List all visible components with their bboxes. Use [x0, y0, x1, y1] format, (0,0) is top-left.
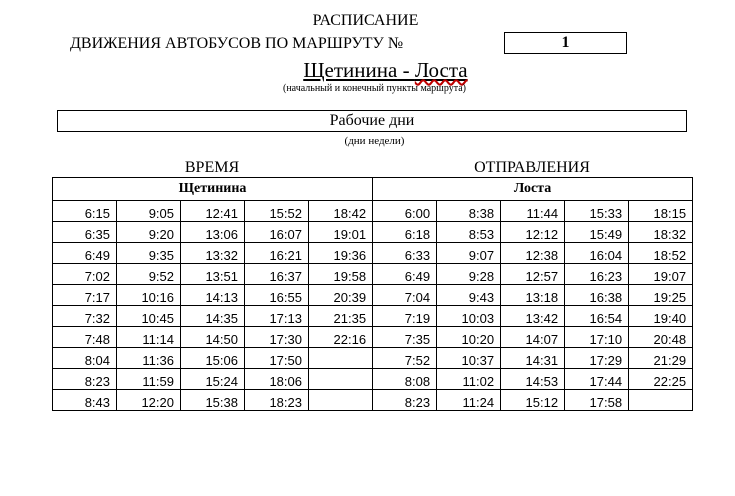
- departure-time-left: 8:43: [53, 390, 117, 411]
- departure-time-left: 19:36: [309, 243, 373, 264]
- departure-time-left: 18:23: [245, 390, 309, 411]
- departure-time-right: 7:52: [373, 348, 437, 369]
- table-row: [53, 243, 693, 264]
- departure-time-right: 11:44: [501, 201, 565, 222]
- days-box: Рабочие дни: [57, 110, 687, 132]
- departure-time-right: 6:49: [373, 264, 437, 285]
- departure-time-left: 20:39: [309, 285, 373, 306]
- title-line-2: ДВИЖЕНИЯ АВТОБУСОВ ПО МАРШРУТУ №: [70, 35, 404, 52]
- departure-time-left: 7:17: [53, 285, 117, 306]
- departure-time-right: 6:33: [373, 243, 437, 264]
- departure-time-right: 13:42: [501, 306, 565, 327]
- departure-time-right: 9:28: [437, 264, 501, 285]
- departure-time-left: 18:06: [245, 369, 309, 390]
- table-row: [53, 264, 693, 285]
- departure-time-right: 6:00: [373, 201, 437, 222]
- departure-time-right: 7:04: [373, 285, 437, 306]
- departure-time-right: 21:29: [629, 348, 693, 369]
- departure-time-left: 8:23: [53, 369, 117, 390]
- departure-time-left: 16:55: [245, 285, 309, 306]
- days-subtitle: (дни недели): [344, 135, 405, 147]
- departure-time-right: 12:38: [501, 243, 565, 264]
- departure-time-right: 16:54: [565, 306, 629, 327]
- departure-time-left: 7:32: [53, 306, 117, 327]
- departure-time-right: 15:49: [565, 222, 629, 243]
- departure-time-right: 14:07: [501, 327, 565, 348]
- departure-time-right: 13:18: [501, 285, 565, 306]
- departure-time-left: 18:42: [309, 201, 373, 222]
- table-row: [53, 285, 693, 306]
- departure-time-right: 22:25: [629, 369, 693, 390]
- route-start: Щетинина: [303, 58, 398, 82]
- departure-time-left: 12:41: [181, 201, 245, 222]
- route-end: Лоста: [414, 58, 468, 82]
- departure-time-right: 17:58: [565, 390, 629, 411]
- schedule-table: [52, 177, 693, 411]
- departure-time-right: 16:23: [565, 264, 629, 285]
- table-row: [53, 348, 693, 369]
- departure-time-left: 11:14: [117, 327, 181, 348]
- departure-time-right: 12:12: [501, 222, 565, 243]
- departure-time-right: 17:10: [565, 327, 629, 348]
- departure-time-right: 10:03: [437, 306, 501, 327]
- departure-time-left: 10:16: [117, 285, 181, 306]
- departure-time-right: 9:07: [437, 243, 501, 264]
- departure-time-left: 6:35: [53, 222, 117, 243]
- departure-time-left: 13:06: [181, 222, 245, 243]
- departure-time-left: 9:05: [117, 201, 181, 222]
- table-row: [53, 369, 693, 390]
- departure-time-right: 8:38: [437, 201, 501, 222]
- departure-time-right: 18:32: [629, 222, 693, 243]
- table-row: [53, 201, 693, 222]
- stop-right-header: Лоста: [373, 178, 693, 201]
- departure-time-left: 15:38: [181, 390, 245, 411]
- column-group-departure: ОТПРАВЛЕНИЯ: [474, 159, 590, 176]
- departure-time-left: 15:06: [181, 348, 245, 369]
- departure-time-left: 15:52: [245, 201, 309, 222]
- departure-time-left: 21:35: [309, 306, 373, 327]
- departure-time-right: 20:48: [629, 327, 693, 348]
- stop-left-header: Щетинина: [53, 178, 373, 201]
- departure-time-left: [309, 348, 373, 369]
- departure-time-left: 14:50: [181, 327, 245, 348]
- departure-time-left: 11:36: [117, 348, 181, 369]
- departure-time-right: 15:12: [501, 390, 565, 411]
- departure-time-right: 7:19: [373, 306, 437, 327]
- route-subtitle: (начальный и конечный пункты маршрута): [283, 83, 466, 94]
- departure-time-left: 12:20: [117, 390, 181, 411]
- route-separator: -: [397, 58, 415, 82]
- departure-time-right: 19:07: [629, 264, 693, 285]
- departure-time-right: 8:23: [373, 390, 437, 411]
- departure-time-right: 14:31: [501, 348, 565, 369]
- departure-time-left: [309, 390, 373, 411]
- route-name: [0, 58, 735, 83]
- departure-time-right: 14:53: [501, 369, 565, 390]
- departure-time-left: 14:35: [181, 306, 245, 327]
- departure-time-left: 9:20: [117, 222, 181, 243]
- stop-header-row: [53, 178, 693, 201]
- departure-time-left: 19:01: [309, 222, 373, 243]
- departure-time-right: 10:20: [437, 327, 501, 348]
- departure-time-right: 12:57: [501, 264, 565, 285]
- departure-time-right: 18:52: [629, 243, 693, 264]
- departure-time-right: 19:25: [629, 285, 693, 306]
- title-line-1: РАСПИСАНИЕ: [312, 12, 419, 29]
- departure-time-left: 13:32: [181, 243, 245, 264]
- route-number-box: 1: [504, 32, 627, 54]
- departure-time-left: 17:30: [245, 327, 309, 348]
- departure-time-right: 17:29: [565, 348, 629, 369]
- departure-time-right: 7:35: [373, 327, 437, 348]
- departure-time-right: 11:24: [437, 390, 501, 411]
- departure-time-right: 19:40: [629, 306, 693, 327]
- table-row: [53, 222, 693, 243]
- departure-time-left: 9:35: [117, 243, 181, 264]
- table-row: [53, 306, 693, 327]
- column-group-time: ВРЕМЯ: [184, 159, 240, 176]
- departure-time-left: 7:02: [53, 264, 117, 285]
- departure-time-right: 18:15: [629, 201, 693, 222]
- departure-time-right: 8:53: [437, 222, 501, 243]
- departure-time-right: 11:02: [437, 369, 501, 390]
- departure-time-left: 14:13: [181, 285, 245, 306]
- departure-time-left: 10:45: [117, 306, 181, 327]
- departure-time-left: 17:50: [245, 348, 309, 369]
- departure-time-right: 6:18: [373, 222, 437, 243]
- departure-time-left: 6:49: [53, 243, 117, 264]
- departure-time-left: [309, 369, 373, 390]
- departure-time-left: 16:37: [245, 264, 309, 285]
- departure-time-left: 17:13: [245, 306, 309, 327]
- departure-time-left: 9:52: [117, 264, 181, 285]
- departure-time-left: 13:51: [181, 264, 245, 285]
- departure-time-left: 16:21: [245, 243, 309, 264]
- departure-time-right: 16:38: [565, 285, 629, 306]
- departure-time-right: 16:04: [565, 243, 629, 264]
- departure-time-left: 16:07: [245, 222, 309, 243]
- departure-time-right: 9:43: [437, 285, 501, 306]
- departure-time-right: 17:44: [565, 369, 629, 390]
- departure-time-right: 8:08: [373, 369, 437, 390]
- departure-time-left: 7:48: [53, 327, 117, 348]
- departure-time-left: 22:16: [309, 327, 373, 348]
- departure-time-left: 6:15: [53, 201, 117, 222]
- departure-time-left: 19:58: [309, 264, 373, 285]
- departure-time-right: [629, 390, 693, 411]
- departure-time-left: 11:59: [117, 369, 181, 390]
- departure-time-left: 8:04: [53, 348, 117, 369]
- table-row: [53, 390, 693, 411]
- departure-time-left: 15:24: [181, 369, 245, 390]
- departure-time-right: 15:33: [565, 201, 629, 222]
- departure-time-right: 10:37: [437, 348, 501, 369]
- table-row: [53, 327, 693, 348]
